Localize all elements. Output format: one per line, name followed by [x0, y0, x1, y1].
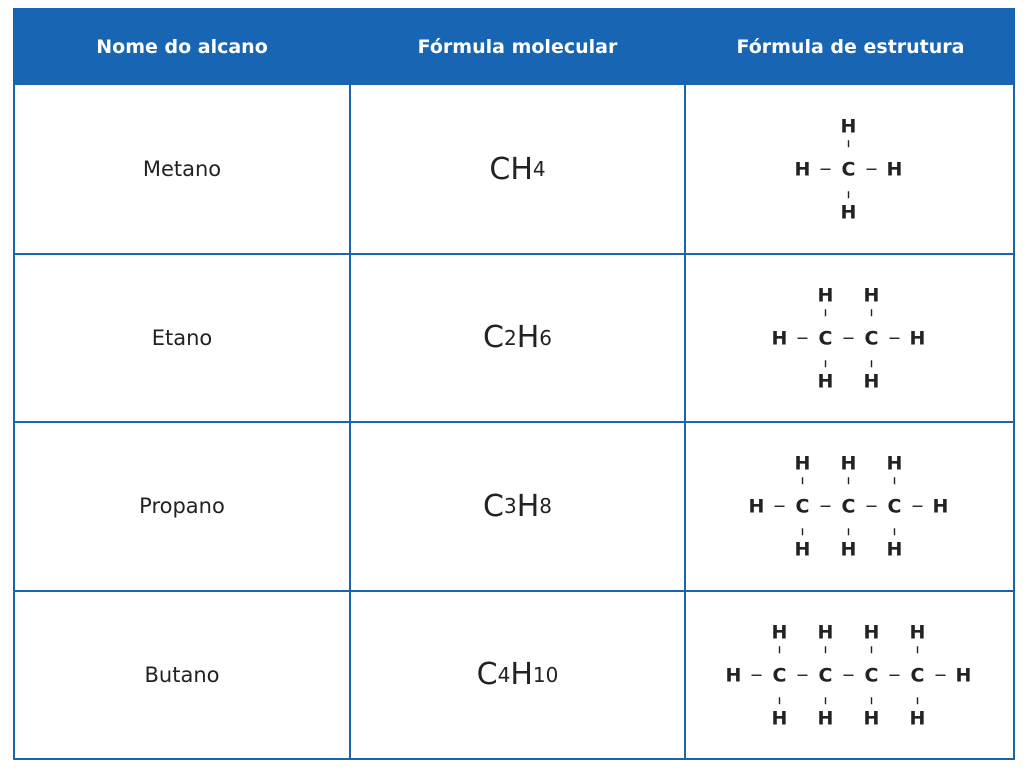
formula-carbon: C [476, 657, 498, 693]
table-row [15, 254, 1013, 423]
alkane-table [13, 8, 1015, 760]
hydrogen-atom: H [840, 201, 857, 224]
formula-carbon-count: 4 [497, 662, 511, 687]
hydrogen-atom: H [840, 452, 857, 475]
hydrogen-atom: H [955, 663, 972, 686]
hydrogen-atom: H [771, 326, 788, 349]
structural-formula-drawing [686, 254, 1015, 423]
carbon-atom: C [910, 663, 925, 686]
formula-carbon: C [483, 488, 504, 524]
hydrogen-atom: H [840, 538, 857, 561]
formula-hydrogen-count: 4 [532, 157, 546, 182]
formula-carbon-count: 2 [503, 325, 517, 350]
formula-hydrogen: H [516, 320, 540, 356]
structural-formula [686, 85, 1015, 254]
formula-carbon: C [489, 151, 511, 187]
hydrogen-atom: H [909, 326, 926, 349]
hydrogen-atom: H [771, 620, 788, 643]
carbon-atom: C [772, 663, 787, 686]
structural-formula-drawing [686, 591, 1015, 760]
hydrogen-atom: H [909, 620, 926, 643]
hydrogen-atom: H [817, 620, 834, 643]
hydrogen-atom: H [794, 452, 811, 475]
formula-carbon-count: 3 [503, 494, 517, 519]
structural-formula [686, 254, 1015, 423]
alkane-name: Metano [142, 157, 222, 182]
hydrogen-atom: H [794, 538, 811, 561]
carbon-atom: C [864, 663, 879, 686]
table-row [15, 591, 1013, 760]
carbon-atom: C [887, 495, 902, 518]
hydrogen-atom: H [886, 538, 903, 561]
carbon-atom: C [841, 495, 856, 518]
structural-formula [686, 591, 1015, 760]
structural-formula-drawing [686, 422, 1015, 591]
header-formula-molecular: Fórmula molecular [417, 35, 618, 58]
molecular-formula [351, 422, 684, 591]
molecular-formula [351, 591, 684, 760]
table-header [15, 10, 1013, 85]
table-row [15, 85, 1013, 254]
hydrogen-atom: H [725, 663, 742, 686]
carbon-atom: C [795, 495, 810, 518]
molecular-formula [351, 85, 684, 254]
alkane-name: Etano [151, 325, 213, 350]
molecular-formula [351, 254, 684, 423]
hydrogen-atom: H [771, 706, 788, 729]
table-row [15, 422, 1013, 591]
hydrogen-atom: H [863, 369, 880, 392]
hydrogen-atom: H [932, 495, 949, 518]
carbon-atom: C [864, 326, 879, 349]
carbon-atom: C [818, 663, 833, 686]
hydrogen-atom: H [863, 706, 880, 729]
formula-hydrogen-count: 8 [539, 494, 552, 519]
header-formula-estrutura: Fórmula de estrutura [736, 35, 965, 58]
hydrogen-atom: H [794, 158, 811, 181]
hydrogen-atom: H [886, 452, 903, 475]
carbon-atom: C [818, 326, 833, 349]
carbon-atom: C [841, 158, 856, 181]
formula-hydrogen-count: 10 [532, 662, 559, 687]
alkane-name: Propano [139, 494, 225, 519]
hydrogen-atom: H [863, 620, 880, 643]
hydrogen-atom: H [748, 495, 765, 518]
hydrogen-atom: H [817, 369, 834, 392]
formula-hydrogen: H [510, 657, 533, 693]
formula-hydrogen: H [510, 151, 533, 187]
hydrogen-atom: H [817, 706, 834, 729]
hydrogen-atom: H [840, 115, 857, 138]
hydrogen-atom: H [817, 283, 834, 306]
hydrogen-atom: H [863, 283, 880, 306]
hydrogen-atom: H [909, 706, 926, 729]
formula-hydrogen: H [516, 488, 540, 524]
hydrogen-atom: H [886, 158, 903, 181]
formula-carbon: C [483, 320, 504, 356]
structural-formula-drawing [686, 85, 1015, 254]
formula-hydrogen-count: 6 [539, 325, 552, 350]
structural-formula [686, 422, 1015, 591]
header-nome: Nome do alcano [96, 35, 268, 58]
alkane-name: Butano [144, 662, 220, 687]
